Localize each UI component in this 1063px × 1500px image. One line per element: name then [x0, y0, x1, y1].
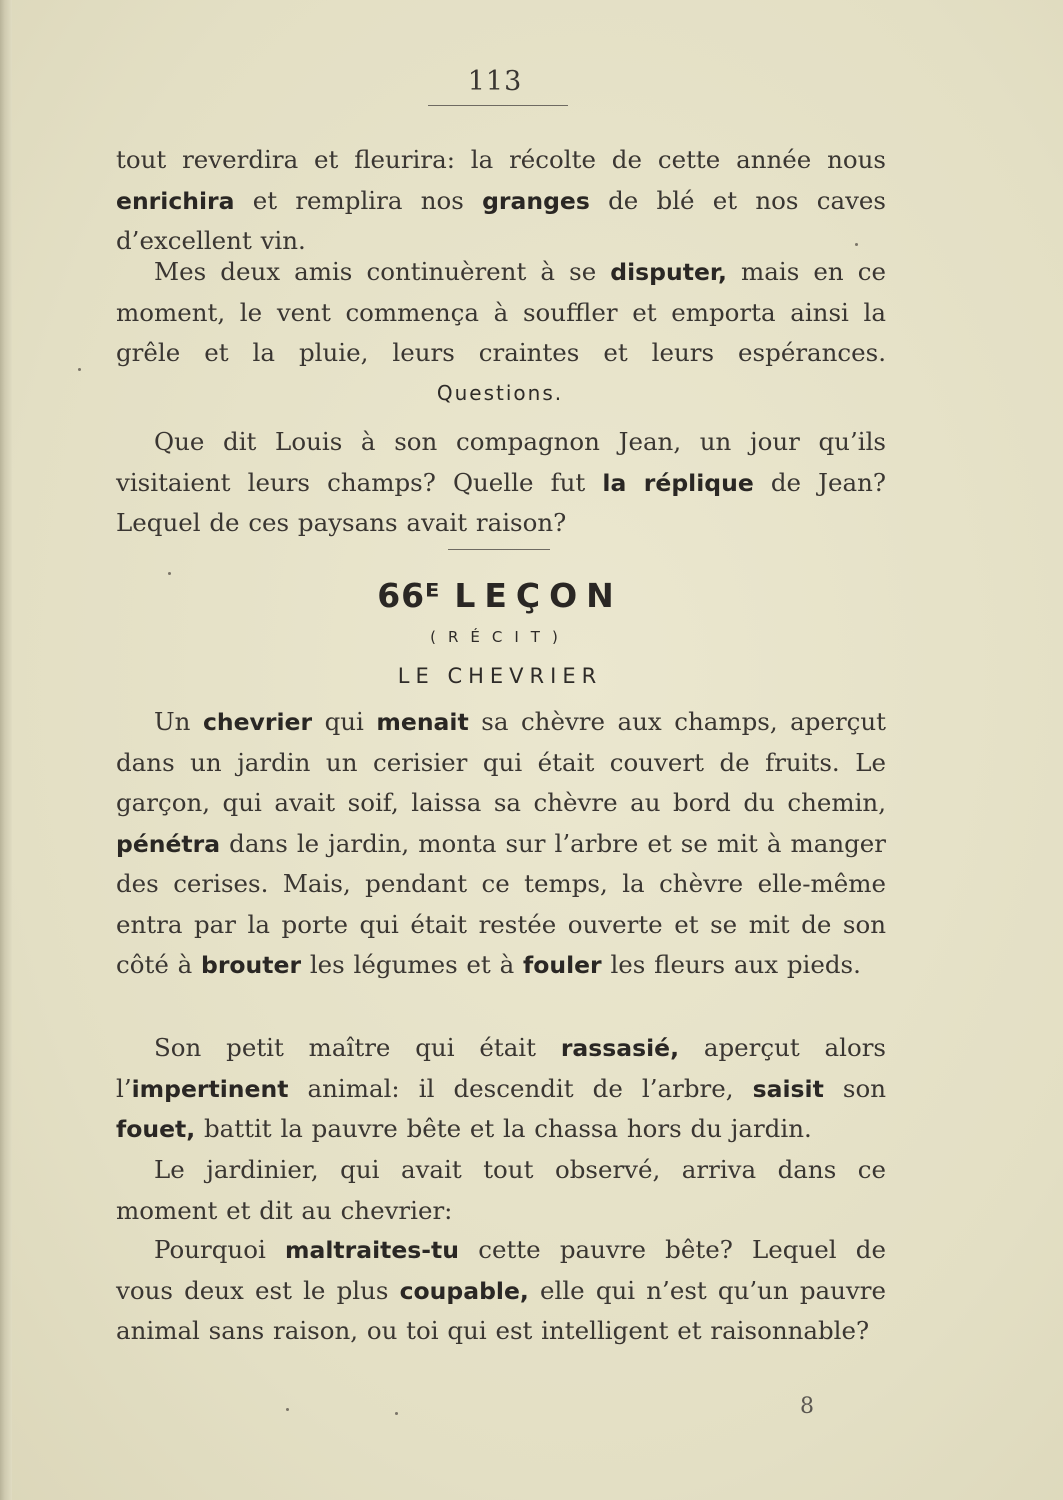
paper-speck	[78, 368, 81, 371]
questions-title: Questions.	[436, 381, 564, 405]
bold-vocabulary-word: maltraites-tu	[285, 1236, 460, 1264]
story-paragraph-4	[116, 1230, 886, 1392]
text-run: son	[823, 1073, 887, 1103]
bold-vocabulary-word: coupable,	[399, 1276, 529, 1305]
lesson-number: 66ᴱ	[377, 576, 441, 615]
text-run: cette pauvre bête? Lequel de vous deux est le plus	[116, 1235, 886, 1305]
text-run: battit la pauvre bête et la chassa hors du jardin.	[195, 1114, 812, 1143]
header-rule	[428, 105, 568, 106]
signature-mark: 8	[800, 1394, 814, 1419]
bold-vocabulary-word: menait	[376, 708, 469, 736]
intro-paragraph-2	[116, 252, 886, 374]
lesson-word: LEÇON	[454, 576, 623, 615]
bold-vocabulary-word: impertinent	[131, 1074, 289, 1103]
text-run: animal: il descendit de l’arbre,	[288, 1073, 753, 1103]
paper-speck	[286, 1408, 289, 1411]
text-run: qui	[312, 707, 377, 736]
intro-paragraph-1	[116, 140, 886, 262]
bold-vocabulary-word: pénétra	[116, 829, 221, 858]
page-number: 113	[467, 66, 523, 97]
text-run: les légumes et à	[301, 950, 523, 979]
bold-vocabulary-word: rassasié,	[560, 1034, 680, 1062]
paper-speck	[395, 1412, 398, 1415]
text-run: Mes deux amis continuèrent à se	[154, 257, 611, 286]
text-run: et remplira nos	[234, 185, 483, 215]
bold-vocabulary-word: disputer,	[610, 258, 727, 286]
story-paragraph-1	[116, 702, 886, 1026]
story-title: LE CHEVRIER	[397, 664, 603, 688]
text-run: de Jean? Lequel de ces paysans avait raison?	[116, 467, 887, 537]
story-paragraph-3	[116, 1150, 886, 1232]
bold-vocabulary-word: fouet,	[116, 1115, 196, 1143]
bold-vocabulary-word: saisit	[752, 1074, 824, 1103]
bold-vocabulary-word: brouter	[201, 951, 302, 979]
binding-edge	[0, 0, 12, 1500]
text-run: tout reverdira et fleurira: la récolte de cette année nous	[116, 145, 886, 174]
lesson-title	[0, 576, 1000, 615]
text-run: aperçut alors l’	[116, 1033, 886, 1103]
text-run: Que dit Louis à son compagnon Jean, un jour qu’ils visitaient leurs champs? Quelle fut	[116, 427, 886, 497]
section-divider	[448, 549, 550, 550]
text-run: Un	[154, 707, 203, 736]
text-run: mais en ce moment, le vent commença à souffler et emporta ainsi la grêle et la pluie, leurs craintes et leurs espérances.	[116, 257, 886, 367]
text-run: elle qui n’est qu’un pauvre animal sans raison, ou toi qui est intelligent et raisonnable?	[116, 1275, 886, 1345]
bold-vocabulary-word: granges	[482, 186, 590, 215]
text-run: dans le jardin, monta sur l’arbre et se mit à manger des cerises. Mais, pendant ce temps, la chèvre elle-même entra par la porte qui était restée ouverte et se mit de son côté à	[116, 828, 886, 979]
bold-vocabulary-word: chevrier	[202, 708, 313, 736]
text-run: Son petit maître qui était	[154, 1033, 561, 1062]
text-run: les fleurs aux pieds.	[601, 950, 861, 979]
text-run: Pourquoi	[154, 1235, 285, 1264]
story-paragraph-2	[116, 1028, 886, 1150]
text-run: sa chèvre aux champs, aperçut dans un jardin un cerisier qui était couvert de fruits. Le garçon, qui avait soif, laissa sa chèvre au bord du chemin,	[116, 707, 887, 817]
bold-vocabulary-word: enrichira	[116, 186, 235, 215]
bold-vocabulary-word: la réplique	[602, 468, 754, 497]
paper-speck	[168, 572, 171, 575]
bold-vocabulary-word: fouler	[522, 951, 602, 979]
paper-speck	[855, 243, 858, 246]
lesson-kind: (RÉCIT)	[430, 628, 570, 646]
text-run: de blé et nos caves d’excellent vin.	[116, 185, 886, 255]
questions-paragraph	[116, 422, 886, 544]
text-run: Le jardinier, qui avait tout observé, arriva dans ce moment et dit au chevrier:	[116, 1155, 886, 1225]
